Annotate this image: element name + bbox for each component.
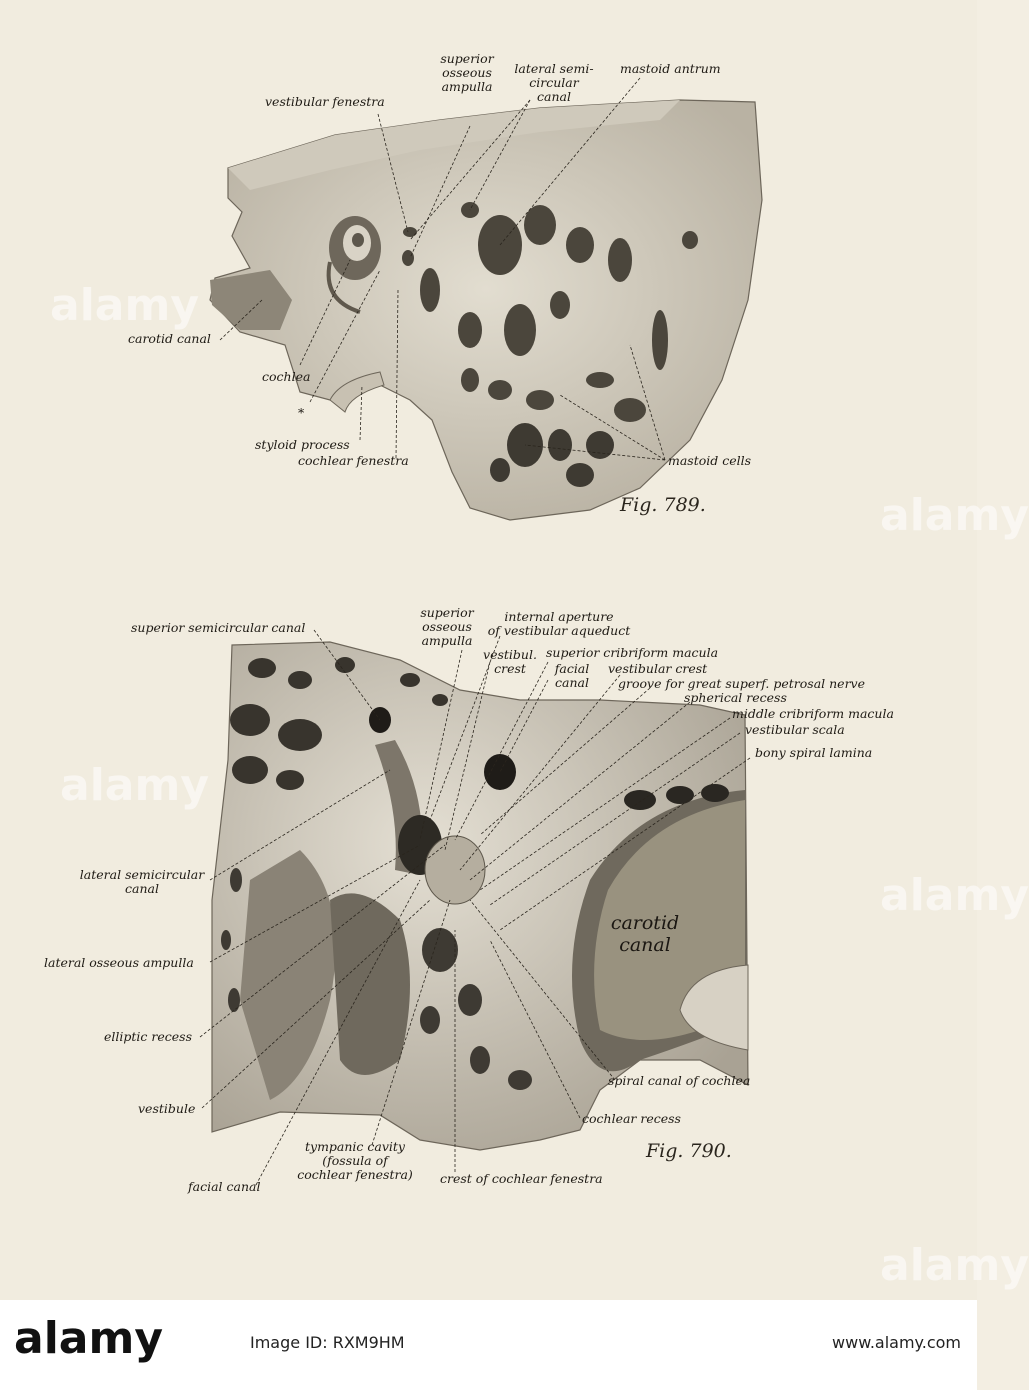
watermark-2: alamy [880, 490, 1029, 541]
label-carotid-canal-789: carotid canal [128, 331, 211, 346]
label-styloid-process: styloid process [255, 437, 350, 452]
label-lateral-semicircular-canal-789: lateral semi- circular canal [514, 61, 594, 104]
watermark-3: alamy [60, 760, 209, 811]
label-vestibule: vestibule [138, 1101, 196, 1116]
label-vestibular-crest: vestibular crest [608, 661, 708, 676]
label-superior-semicircular-canal: superior semicircular canal [131, 620, 306, 635]
alamy-logo[interactable]: alamy [14, 1313, 163, 1364]
label-spherical-recess: spherical recess [684, 690, 787, 705]
label-lateral-semicircular-canal-790: lateral semicircular canal [79, 867, 205, 896]
label-facial-canal-top: facial canal [554, 661, 590, 690]
label-spiral-canal-of-cochlea: spiral canal of cochlea [608, 1073, 751, 1088]
site-url[interactable]: www.alamy.com [832, 1333, 961, 1352]
label-middle-cribriform-macula: middle cribriform macula [732, 706, 894, 721]
label-carotid-canal-790: carotid canal [610, 912, 680, 956]
label-facial-canal: facial canal [188, 1179, 261, 1194]
figure-790-caption: Fig. 790. [646, 1140, 732, 1162]
watermark-4: alamy [880, 870, 1029, 921]
watermark-5: alamy [880, 1240, 1029, 1291]
label-crest-of-cochlear-fenestra: crest of cochlear fenestra [440, 1171, 603, 1186]
label-cochlear-recess: cochlear recess [582, 1111, 681, 1126]
label-superior-osseous-ampulla-790: superior osseous ampulla [420, 605, 474, 648]
label-superior-osseous-ampulla-789: superior osseous ampulla [440, 51, 494, 94]
label-mastoid-antrum: mastoid antrum [620, 61, 721, 76]
figure-789-caption: Fig. 789. [620, 494, 706, 516]
label-asterisk: * [298, 405, 305, 420]
label-elliptic-recess: elliptic recess [104, 1029, 192, 1044]
label-lateral-osseous-ampulla: lateral osseous ampulla [44, 955, 194, 970]
label-cochlear-fenestra: cochlear fenestra [298, 453, 409, 468]
label-groove-petrosal-nerve: groove for great superf. petrosal nerve [618, 676, 865, 691]
watermark-1: alamy [50, 280, 199, 331]
label-vestibular-fenestra: vestibular fenestra [265, 94, 385, 109]
label-superior-cribriform-macula: superior cribriform macula [546, 645, 719, 660]
label-mastoid-cells: mastoid cells [668, 453, 752, 468]
label-internal-aperture: internal aperture of vestibular aqueduct [487, 609, 631, 638]
label-vestibul-crest: vestibul. crest [483, 647, 537, 676]
label-cochlea: cochlea [262, 369, 311, 384]
label-tympanic-cavity: tympanic cavity (fossula of cochlear fenestra) [297, 1139, 413, 1182]
label-vestibular-scala: vestibular scala [745, 722, 845, 737]
image-id: Image ID: RXM9HM [250, 1333, 405, 1352]
label-bony-spiral-lamina: bony spiral lamina [755, 745, 873, 760]
